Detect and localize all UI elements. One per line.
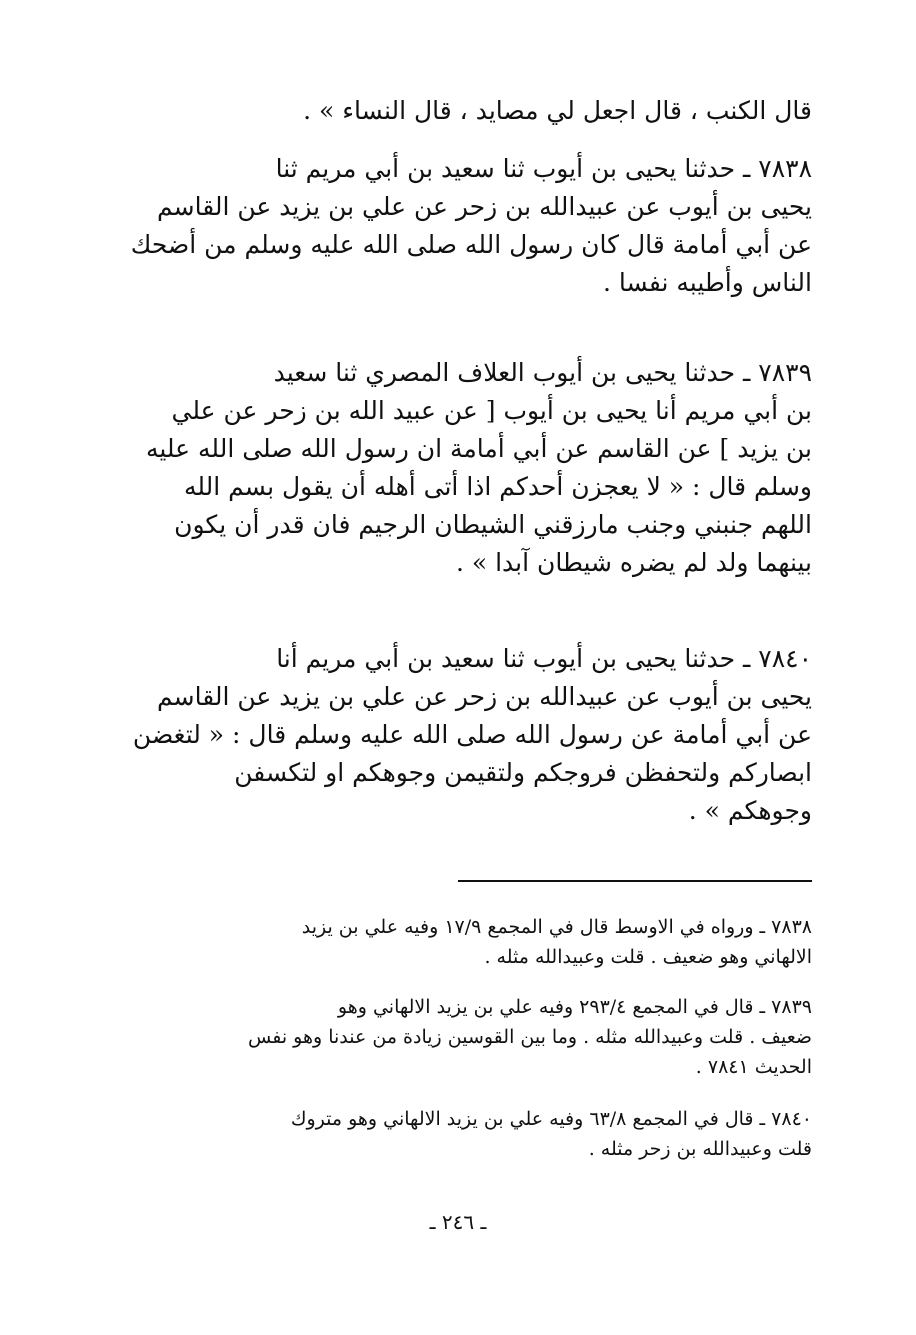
footnote-line: ٧٨٤٠ ـ قال في المجمع ٦٣/٨ وفيه علي بن يزيد الالهاني وهو متروك	[290, 1108, 812, 1130]
footnote-7838	[100, 912, 812, 972]
text-line: وجوهكم » .	[688, 796, 812, 825]
text-line: ٧٨٣٩ ـ حدثنا يحيى بن أيوب العلاف المصري ثنا سعيد	[273, 358, 812, 387]
hadith-7838	[100, 150, 812, 302]
text-line: الناس وأطيبه نفسا .	[603, 268, 812, 297]
footnote-line: ٧٨٣٨ ـ ورواه في الاوسط قال في المجمع ١٧/٩ وفيه علي بن يزيد	[301, 916, 812, 938]
text-line: وسلم قال : « لا يعجزن أحدكم اذا أتى أهله أن يقول بسم الله	[183, 472, 812, 501]
text-line: بن يزيد ] عن القاسم عن أبي أمامة ان رسول الله صلى الله عليه	[145, 434, 812, 463]
text-line: اللهم جنبني وجنب مارزقني الشيطان الرجيم فان قدر أن يكون	[174, 510, 812, 539]
text-line: قال الكنب ، قال اجعل لي مصايد ، قال النساء » .	[303, 96, 812, 125]
footnote-line: الحديث ٧٨٤١ .	[695, 1056, 812, 1078]
text-line: ٧٨٤٠ ـ حدثنا يحيى بن أيوب ثنا سعيد بن أبي مريم أنا	[276, 644, 812, 673]
footnote-7840	[100, 1104, 812, 1164]
footnote-7839	[100, 992, 812, 1082]
footnote-line: قلت وعبيدالله بن زحر مثله .	[588, 1138, 812, 1160]
text-line: عن أبي أمامة عن رسول الله صلى الله عليه وسلم قال : « لتغضن	[132, 720, 812, 749]
page-number: ـ ٢٤٦ ـ	[429, 1210, 487, 1234]
text-line: ابصاركم ولتحفظن فروجكم ولتقيمن وجوهكم او لتكسفن	[234, 758, 812, 787]
hadith-7840	[100, 640, 812, 830]
text-line: ٧٨٣٨ ـ حدثنا يحيى بن أيوب ثنا سعيد بن أبي مريم ثنا	[275, 154, 812, 183]
footnote-line: ٧٨٣٩ ـ قال في المجمع ٢٩٣/٤ وفيه علي بن يزيد الالهاني وهو	[337, 996, 812, 1018]
text-line: بينهما ولد لم يضره شيطان آبدا » .	[455, 548, 812, 577]
footnote-line: الالهاني وهو ضعيف . قلت وعبيدالله مثله .	[484, 946, 812, 968]
text-line: بن أبي مريم أنا يحيى بن أيوب [ عن عبيد الله بن زحر عن علي	[171, 396, 812, 425]
footnote-line: ضعيف . قلت وعبيدالله مثله . وما بين القوسين زيادة من عندنا وهو نفس	[247, 1026, 812, 1048]
text-line: عن أبي أمامة قال كان رسول الله صلى الله عليه وسلم من أضحك	[130, 230, 812, 259]
footnote-divider	[458, 880, 812, 882]
text-line: يحيى بن أيوب عن عبيدالله بن زحر عن علي بن يزيد عن القاسم	[157, 192, 812, 221]
hadith-continuation	[100, 92, 812, 130]
text-line: يحيى بن أيوب عن عبيدالله بن زحر عن علي بن يزيد عن القاسم	[157, 682, 812, 711]
hadith-7839	[100, 354, 812, 582]
